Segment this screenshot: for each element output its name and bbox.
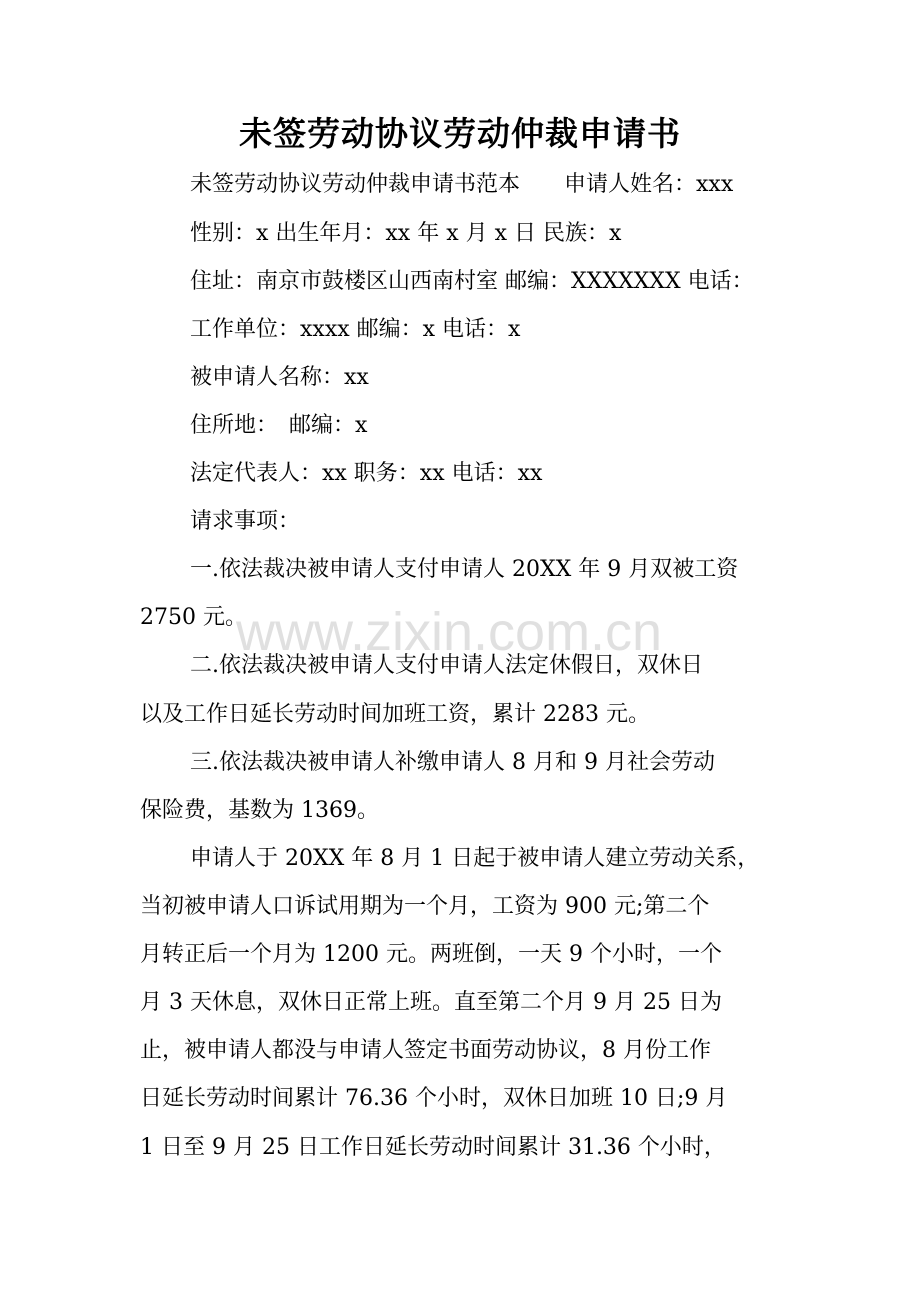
document-line: 住所地： 邮编：x (190, 413, 368, 438)
document-line: 性别：x 出生年月：xx 年 x 月 x 日 民族：x (190, 221, 622, 246)
document-line: 月转正后一个月为 1200 元。两班倒，一天 9 个小时，一个 (140, 942, 722, 967)
document-line: 未签劳动协议劳动仲裁申请书范本 申请人姓名：xxx (190, 172, 734, 197)
document-line: 二.依法裁决被申请人支付申请人法定休假日，双休日 (190, 653, 703, 678)
document-line: 止，被申请人都没与申请人签定书面劳动协议，8 月份工作 (140, 1038, 711, 1063)
document-line: 月 3 天休息，双休日正常上班。直至第二个月 9 月 25 日为 (140, 990, 722, 1015)
watermark: www.zixin.com.cn (236, 602, 663, 662)
document-line: 法定代表人：xx 职务：xx 电话：xx (190, 461, 543, 486)
document-line: 以及工作日延长劳动时间加班工资，累计 2283 元。 (140, 702, 650, 727)
document-line: 被申请人名称：xx (190, 365, 369, 390)
document-line: 请求事项： (190, 509, 301, 534)
document-line: 保险费，基数为 1369。 (140, 798, 379, 823)
page-title: 未签劳动协议劳动仲裁申请书 (239, 114, 681, 153)
document-line: 1 日至 9 月 25 日工作日延长劳动时间累计 31.36 个小时， (140, 1135, 726, 1160)
document-line: 三.依法裁决被申请人补缴申请人 8 月和 9 月社会劳动 (190, 750, 715, 775)
document-line: 一.依法裁决被申请人支付申请人 20XX 年 9 月双被工资 (190, 557, 739, 582)
document-line: 当初被申请人口诉试用期为一个月，工资为 900 元;第二个 (140, 894, 710, 919)
document-line: 申请人于 20XX 年 8 月 1 日起于被申请人建立劳动关系， (190, 846, 760, 871)
document-line: 2750 元。 (140, 605, 247, 630)
document-line: 工作单位：xxxx 邮编：x 电话：x (190, 317, 521, 342)
document-line: 住址：南京市鼓楼区山西南村室 邮编：XXXXXXX 电话： (190, 269, 754, 294)
document-line: 日延长劳动时间累计 76.36 个小时，双休日加班 10 日;9 月 (140, 1086, 728, 1111)
